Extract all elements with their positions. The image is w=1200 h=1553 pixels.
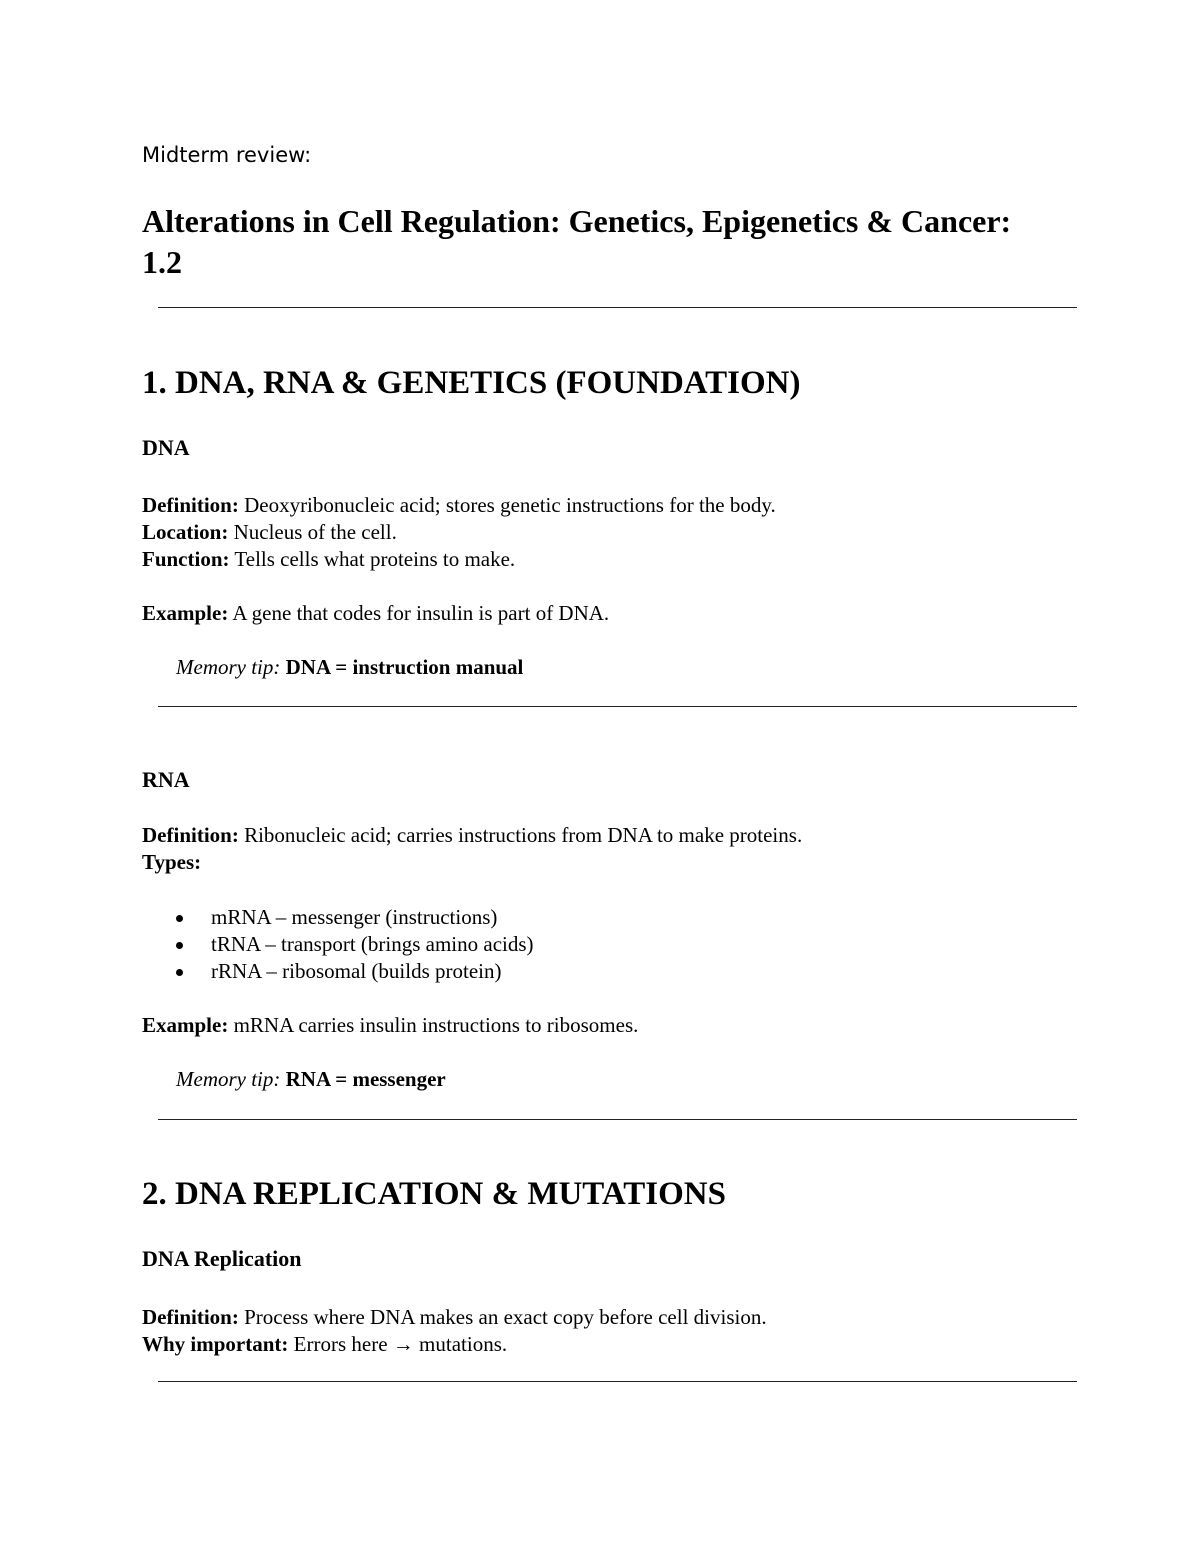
replication-why-label: Why important: [142, 1332, 289, 1356]
rna-heading: RNA [142, 767, 190, 792]
dna-location [142, 520, 397, 545]
rna-example-label: Example: [142, 1013, 229, 1037]
document-title: Alterations in Cell Regulation: Genetics, Epigenetics & Cancer: 1.2 [142, 203, 1012, 280]
dna-example-label: Example: [142, 601, 229, 625]
rna-definition [142, 823, 802, 848]
list-item [142, 931, 534, 958]
horizontal-rule [158, 307, 1077, 308]
rna-example [142, 1013, 638, 1038]
section-1-heading: 1. DNA, RNA & GENETICS (FOUNDATION) [142, 365, 801, 401]
rna-type-rrna: rRNA – ribosomal (builds protein) [211, 959, 502, 983]
dna-definition-text: Deoxyribonucleic acid; stores genetic instructions for the body. [238, 493, 776, 517]
rna-types [142, 850, 201, 875]
rna-memory-tip [176, 1067, 446, 1092]
dna-definition-label: Definition: [142, 493, 239, 517]
bullet-icon [176, 969, 183, 976]
dna-example [142, 601, 609, 626]
rna-definition-label: Definition: [142, 823, 239, 847]
rna-definition-text: Ribonucleic acid; carries instructions from DNA to make proteins. [238, 823, 803, 847]
rna-example-text: mRNA carries insulin instructions to ribosomes. [228, 1013, 639, 1037]
dna-location-text: Nucleus of the cell. [228, 520, 397, 544]
replication-why-text: Errors here → mutations. [288, 1332, 508, 1356]
dna-replication-heading: DNA Replication [142, 1246, 302, 1271]
replication-definition [142, 1305, 767, 1330]
dna-function [142, 547, 515, 572]
rna-type-trna: tRNA – transport (brings amino acids) [211, 932, 534, 956]
replication-why-important [142, 1332, 507, 1357]
rna-types-label: Types: [142, 850, 202, 874]
rna-tip-text: RNA = messenger [280, 1067, 446, 1091]
replication-definition-label: Definition: [142, 1305, 239, 1329]
dna-tip-label: Memory tip: [176, 655, 281, 679]
dna-location-label: Location: [142, 520, 229, 544]
horizontal-rule [158, 1119, 1077, 1120]
section-2-heading: 2. DNA REPLICATION & MUTATIONS [142, 1176, 726, 1212]
list-item [142, 958, 534, 985]
dna-tip-text: DNA = instruction manual [280, 655, 524, 679]
bullet-icon [176, 942, 183, 949]
horizontal-rule [158, 1381, 1077, 1382]
list-item [142, 904, 534, 931]
horizontal-rule [158, 706, 1077, 707]
dna-function-text: Tells cells what proteins to make. [229, 547, 516, 571]
dna-example-text: A gene that codes for insulin is part of DNA. [228, 601, 610, 625]
rna-tip-label: Memory tip: [176, 1067, 281, 1091]
dna-definition [142, 493, 776, 518]
bullet-icon [176, 915, 183, 922]
replication-definition-text: Process where DNA makes an exact copy before cell division. [238, 1305, 767, 1329]
dna-memory-tip [176, 655, 523, 680]
rna-type-mrna: mRNA – messenger (instructions) [211, 905, 498, 929]
dna-heading: DNA [142, 435, 190, 460]
preamble-text: Midterm review: [142, 143, 312, 167]
rna-types-list [142, 904, 534, 985]
dna-function-label: Function: [142, 547, 230, 571]
